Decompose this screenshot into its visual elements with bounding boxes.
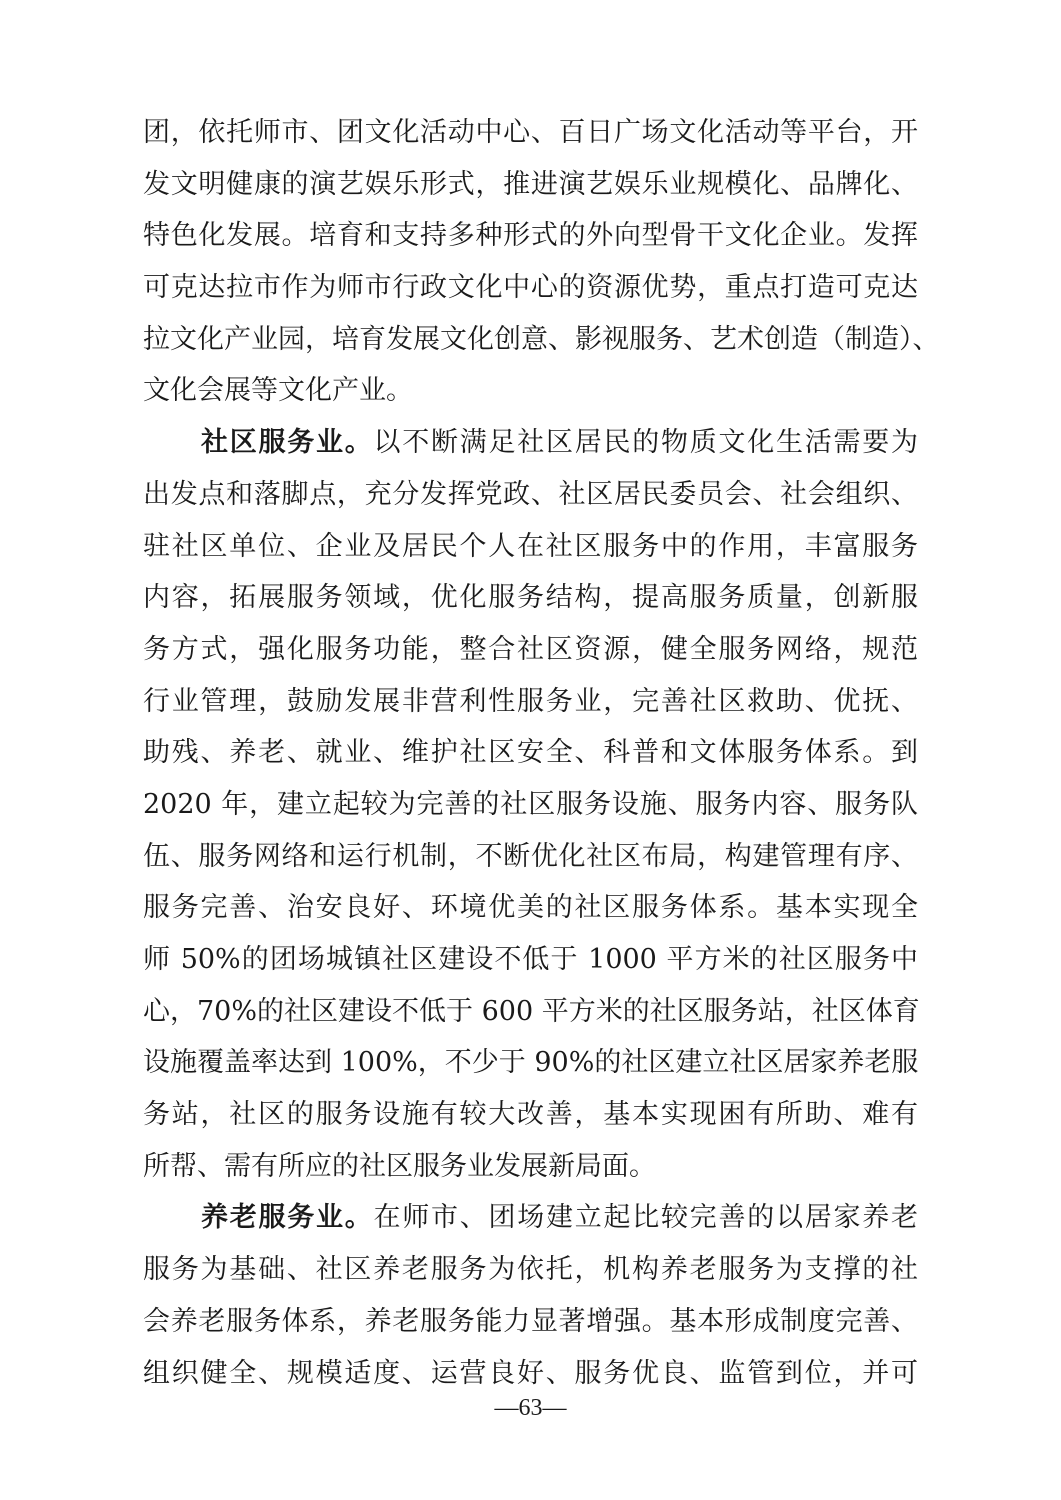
text-line (143, 417, 918, 469)
text-line: 心，70%的社区建设不低于 600 平方米的社区服务站，社区体育 (143, 995, 920, 1027)
text-line: 服务完善、治安良好、环境优美的社区服务体系。基本实现全 (143, 892, 918, 924)
text-line: 组织健全、规模适度、运营良好、服务优良、监管到位，并可 (143, 1357, 918, 1389)
text-line: 务方式，强化服务功能，整合社区资源，健全服务网络，规范 (143, 633, 918, 665)
text-line: 发文明健康的演艺娱乐形式，推进演艺娱乐业规模化、品牌化、 (143, 168, 918, 200)
text-line: 特色化发展。培育和支持多种形式的外向型骨干文化企业。发挥 (143, 220, 918, 252)
text-line: 所帮、需有所应的社区服务业发展新局面。 (143, 1150, 656, 1182)
text-line: 可克达拉市作为师市行政文化中心的资源优势，重点打造可克达 (143, 272, 918, 304)
section-heading-elderly-care: 养老服务业。 (201, 1202, 374, 1234)
paragraph-community-services (143, 417, 918, 1192)
body-text (143, 107, 940, 1399)
text-line: 拉文化产业园，培育发展文化创意、影视服务、艺术创造（制造）、 (143, 323, 940, 355)
text-line: 内容，拓展服务领域，优化服务结构，提高服务质量，创新服 (143, 582, 918, 614)
text-line: 2020 年，建立起较为完善的社区服务设施、服务内容、服务队 (143, 788, 918, 820)
text-line: 会养老服务体系，养老服务能力显著增强。基本形成制度完善、 (143, 1305, 918, 1337)
page-number: —63— (494, 1395, 567, 1421)
text-line: 师 50%的团场城镇社区建设不低于 1000 平方米的社区服务中 (143, 944, 918, 975)
text-line: 出发点和落脚点，充分发挥党政、社区居民委员会、社会组织、 (143, 478, 918, 510)
paragraph-elderly-care-services (143, 1192, 918, 1399)
text-line: 助残、养老、就业、维护社区安全、科普和文体服务体系。到 (143, 737, 918, 769)
text-run: 以不断满足社区居民的物质文化生活需要为 (373, 427, 918, 459)
text-line: 文化会展等文化产业。 (143, 375, 413, 407)
text-line: 驻社区单位、企业及居民个人在社区服务中的作用，丰富服务 (143, 530, 918, 562)
text-line: 伍、服务网络和运行机制，不断优化社区布局，构建管理有序、 (143, 840, 918, 872)
text-line: 设施覆盖率达到 100%，不少于 90%的社区建立社区居家养老服 (143, 1047, 919, 1079)
paragraph-cultural-industry (143, 107, 940, 417)
text-line: 行业管理，鼓励发展非营利性服务业，完善社区救助、优抚、 (143, 685, 918, 717)
text-line (143, 1192, 918, 1244)
section-heading-community-services: 社区服务业。 (201, 427, 374, 459)
text-line: 团，依托师市、团文化活动中心、百日广场文化活动等平台，开 (143, 117, 918, 148)
text-line: 务站，社区的服务设施有较大改善，基本实现困有所助、难有 (143, 1099, 918, 1131)
text-run: 在师市、团场建立起比较完善的以居家养老 (373, 1202, 918, 1234)
text-line: 服务为基础、社区养老服务为依托，机构养老服务为支撑的社 (143, 1254, 918, 1286)
